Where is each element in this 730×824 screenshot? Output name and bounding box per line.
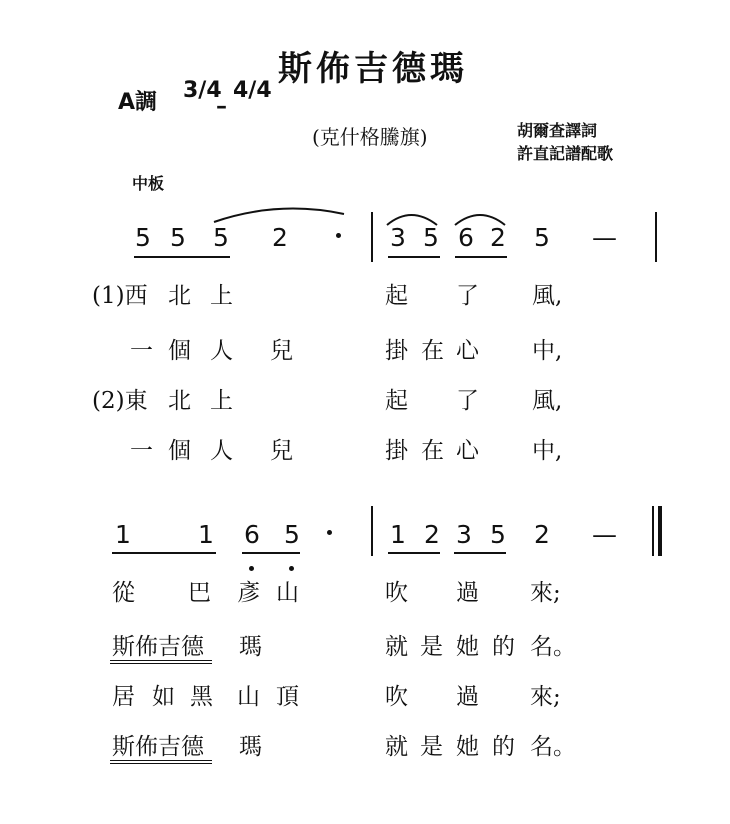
lyric: 兒 [270, 338, 293, 364]
note: 1 [390, 520, 406, 549]
note: 1 [115, 520, 131, 549]
tempo-marking: 中板 [132, 174, 165, 193]
lyric: 瑪 [239, 634, 262, 660]
note: 2 [272, 223, 288, 252]
note: 2 [534, 520, 550, 549]
lyric: 上 [210, 388, 233, 414]
lyric: 就 [385, 734, 408, 760]
lyric: 個 [168, 338, 191, 364]
arranger-credit: 許直記譜配歌 [517, 144, 614, 163]
lyric: 頂 [276, 684, 299, 710]
lyric: 她 [456, 634, 479, 660]
note: 3 [390, 223, 406, 252]
lyric: 心 [456, 438, 479, 464]
lyric: 就 [385, 634, 408, 660]
low-octave-dot [249, 566, 254, 571]
name-underline [110, 660, 212, 661]
note: 5 [170, 223, 186, 252]
lyric: 的 [492, 634, 515, 660]
bar-line [371, 506, 373, 556]
note: 5 [135, 223, 151, 252]
lyric: 兒 [270, 438, 293, 464]
note-underline [112, 552, 216, 554]
note-underline [454, 552, 506, 554]
name-underline [110, 763, 212, 764]
note-underline [388, 256, 440, 258]
lyric: (2)東 [92, 388, 148, 414]
lyric: 瑪 [239, 734, 262, 760]
note: 5 [423, 223, 439, 252]
lyric: 北 [168, 283, 191, 309]
lyric: 上 [210, 283, 233, 309]
note: 5 [534, 223, 550, 252]
lyric: (1)西 [92, 283, 148, 309]
note: 5 [213, 223, 229, 252]
lyric: 一 [130, 438, 153, 464]
time-signature-first: 3/4 [183, 78, 222, 103]
note: 2 [490, 223, 506, 252]
lyric: 北 [168, 388, 191, 414]
augmentation-dot [327, 530, 332, 535]
bar-line [655, 212, 657, 262]
lyric: 斯佈吉德 [112, 734, 204, 760]
lyric: 如 [152, 684, 175, 710]
lyric: 中, [532, 338, 563, 364]
note-underline [242, 552, 300, 554]
lyric: 是 [420, 634, 443, 660]
lyric: 過 [456, 580, 479, 606]
note-underline [455, 256, 507, 258]
lyric: 掛 [385, 438, 408, 464]
lyric: 心 [456, 338, 479, 364]
lyric: 中, [532, 438, 563, 464]
lyric: 是 [420, 734, 443, 760]
lyric: 來; [530, 580, 561, 606]
final-bar-thin [652, 506, 654, 556]
lyric: 了 [456, 283, 479, 309]
lyric: 在 [421, 438, 444, 464]
augmentation-dot [336, 233, 341, 238]
lyric: 彥 [237, 580, 260, 606]
lyric: 風, [532, 283, 563, 309]
lyric: 她 [456, 734, 479, 760]
lyric: 斯佈吉德 [112, 634, 204, 660]
note: 6 [244, 520, 260, 549]
final-bar-thick [658, 506, 662, 556]
note: 1 [198, 520, 214, 549]
lyric: 人 [210, 338, 233, 364]
note: 5 [284, 520, 300, 549]
lyric: 個 [168, 438, 191, 464]
lyric: 從 [112, 580, 135, 606]
note-extension: — [592, 520, 617, 549]
low-octave-dot [289, 566, 294, 571]
note: 5 [490, 520, 506, 549]
time-signature-dash: – [216, 93, 227, 119]
lyric: 的 [492, 734, 515, 760]
lyric: 過 [456, 684, 479, 710]
bar-line [371, 212, 373, 262]
lyric: 名。 [530, 634, 576, 660]
note: 3 [456, 520, 472, 549]
lyric: 起 [385, 388, 408, 414]
time-signature-second: 4/4 [233, 78, 272, 103]
lyric: 居 [112, 684, 135, 710]
lyric: 掛 [385, 338, 408, 364]
note-extension: — [592, 223, 617, 252]
lyric: 人 [210, 438, 233, 464]
lyric: 名。 [530, 734, 576, 760]
lyric: 巴 [188, 580, 211, 606]
note: 6 [458, 223, 474, 252]
lyric: 吹 [385, 684, 408, 710]
note-underline [388, 552, 440, 554]
lyric: 一 [130, 338, 153, 364]
lyric: 風, [532, 388, 563, 414]
lyric: 了 [456, 388, 479, 414]
lyric: 在 [421, 338, 444, 364]
lyricist-credit: 胡爾查譯詞 [517, 121, 598, 140]
name-underline [110, 760, 212, 761]
note-underline [134, 256, 230, 258]
key-signature: A調 [118, 90, 158, 115]
lyric: 山 [237, 684, 260, 710]
note: 2 [424, 520, 440, 549]
lyric: 吹 [385, 580, 408, 606]
lyric: 山 [276, 580, 299, 606]
lyric: 來; [530, 684, 561, 710]
lyric: 起 [385, 283, 408, 309]
subtitle: (克什格騰旗) [312, 125, 428, 149]
name-underline [110, 663, 212, 664]
song-title: 斯佈吉德瑪 [278, 49, 468, 89]
lyric: 黑 [190, 684, 213, 710]
